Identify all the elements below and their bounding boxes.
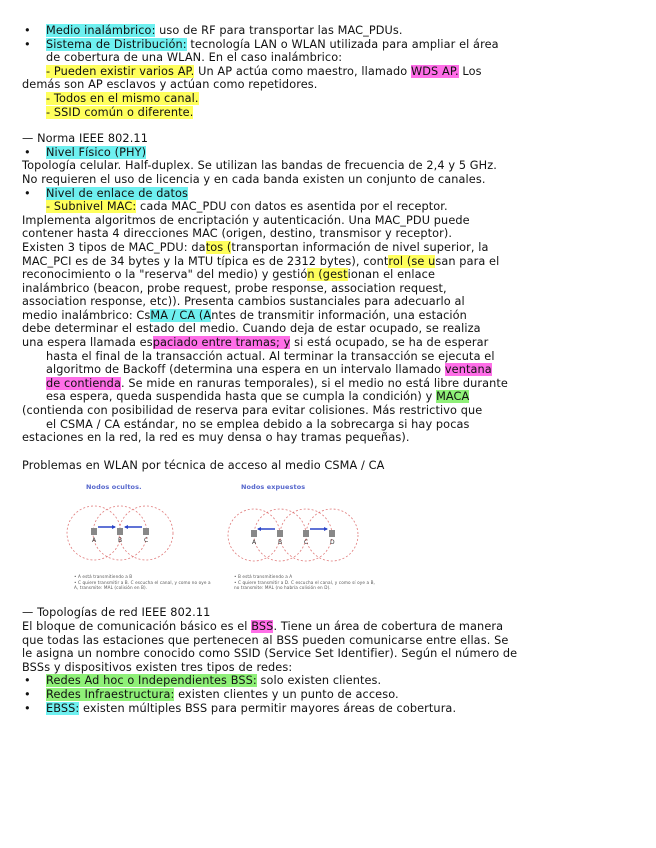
mac-15a: esa espera, queda suspendida hasta que se cumpla la condición) y [46, 390, 437, 404]
hl-espaciado: paciado entre tramas; y [152, 336, 291, 350]
adhoc-text: solo existen clientes. [256, 674, 382, 688]
arrow-head-b [112, 525, 116, 529]
hl-wds-ap: WDS AP. [410, 64, 459, 78]
nodes-diagram [58, 478, 378, 596]
list-item-ebss [22, 702, 648, 716]
arrow-head-b2 [124, 525, 128, 529]
fisico-line-2: No requieren el uso de licencia y en cada banda existen un conjunto de canales. [22, 172, 486, 186]
mac-5b: san para el [435, 254, 500, 268]
hl-bss: BSS [251, 620, 274, 633]
mac-text-1: cada MAC_PDU con datos es asentida por el receptor. [136, 200, 448, 214]
mac-line-9 [22, 309, 648, 323]
mac-6b: ionan el enlace [347, 268, 436, 282]
mac-4a: Existen 3 tipos de MAC_PDU: da [22, 240, 206, 254]
hidden-caption-1: • A está transmitiendo a B [74, 574, 133, 580]
mac-line-18: estaciones en la red, la red es muy densa o hay tramas pequeñas). [22, 431, 410, 445]
node-label-c: C [144, 537, 149, 545]
station-b2-icon [277, 530, 283, 537]
exposed-nodes-diagram [228, 509, 358, 561]
mac-line-2: Implementa algoritmos de encriptación y autenticación. Una MAC_PDU puede [22, 213, 470, 227]
mac-line-11 [22, 336, 648, 350]
mac-line-6 [22, 268, 648, 282]
arrow-head-a [257, 527, 261, 531]
station-b-icon [117, 528, 123, 535]
exposed-nodes-title: Nodos expuestos [241, 483, 306, 492]
hidden-nodes-stations [91, 528, 149, 535]
mac-line-14 [22, 377, 648, 391]
station-d2-icon [329, 530, 335, 537]
hl-contienda: de contienda [46, 376, 121, 390]
mac-line-7: inalámbrico (beacon, probe request, probe response, association request, [22, 281, 447, 295]
wds-line-2: demás son AP esclavos y actúan como repetidores. [22, 78, 318, 92]
wds-line-4 [22, 106, 648, 120]
wds-line-3 [22, 92, 648, 106]
node-label-b2: B [278, 539, 283, 547]
node-label-c2: C [304, 539, 309, 547]
wds-line-1 [22, 65, 648, 79]
infra-text: existen clientes y un punto de acceso. [174, 687, 399, 701]
hidden-caption-3: A, transmite: MAL (colisión en B). [74, 585, 148, 591]
mac-4b: transportan información de nivel superior, la [231, 240, 489, 254]
hl-adhoc: Redes Ad hoc o Independientes BSS: [46, 674, 257, 688]
fisico-line-1: Topología celular. Half-duplex. Se utilizan las bandas de frecuencia de 2,4 y 5 GHz. [22, 159, 497, 173]
mac-line-10: debe determinar el estado del medio. Cuando deja de estar ocupado, se realiza [22, 322, 481, 336]
section-topologias: — Topologías de red IEEE 802.11 [22, 606, 211, 620]
station-a-icon [91, 528, 97, 535]
exposed-caption-2: • C quiere transmitir a D. C escucha el canal, y como sí oye a B, [234, 580, 375, 586]
bullet-enlace [22, 187, 648, 201]
topo-1a: El bloque de comunicación básico es el [22, 620, 252, 633]
topo-line-2: que todas las estaciones que pertenecen al BSS pueden comunicarse entre ellas. Se [22, 633, 509, 647]
topo-line-3: le asigna un nombre conocido como SSID (Service Set Identifier). Según el número de [22, 647, 518, 661]
nodes-figure [58, 478, 648, 596]
hl-ventana: ventana [444, 363, 492, 377]
notes-page [22, 24, 648, 715]
topo-line-1 [22, 620, 648, 634]
hl-ebss: EBSS: [46, 701, 80, 715]
topo-line-4: BSSs y dispositivos existen tres tipos de redes: [22, 660, 293, 674]
node-label-b: B [118, 537, 123, 545]
hl-subnivel-mac: - Subnivel MAC: [46, 200, 137, 214]
hl-infra: Redes Infraestructura: [46, 687, 175, 701]
text-sistema-2: de cobertura de una WLAN. En el caso inalámbrico: [46, 51, 343, 65]
exposed-caption-3: no transmite: MAL (no habría colisión en D). [234, 585, 331, 591]
text-wds-b: Los [458, 64, 482, 78]
section-norma: — Norma IEEE 802.11 [22, 132, 148, 146]
mac-11a: una espera llamada es [22, 336, 153, 350]
hl-gestion: n (gest [307, 268, 348, 282]
mac-line-17: el CSMA / CA estándar, no se emplea debido a la sobrecarga si hay pocas [46, 417, 470, 431]
mac-9a: medio inalámbrico: Cs [22, 308, 151, 322]
mac-line-5 [22, 255, 648, 269]
mac-line-12: hasta el final de la transacción actual. Al terminar la transacción se ejecuta el [46, 349, 495, 363]
mac-line-15 [22, 390, 648, 404]
text-sistema-1: tecnología LAN o WLAN utilizada para ampliar el área [186, 37, 499, 51]
hidden-caption-2: • C quiere transmitir a B. C escucha el canal, y como no oye a [74, 580, 211, 586]
term-sistema: Sistema de Distribución: [46, 37, 187, 51]
term-medio: Medio inalámbrico: [46, 24, 156, 37]
topo-1b: . Tiene un área de cobertura de manera [273, 620, 504, 633]
mac-5a: MAC_PCI es de 34 bytes y la MTU típica es de 2312 bytes), cont [22, 254, 389, 268]
text-medio: uso de RF para transportar las MAC_PDUs. [155, 24, 403, 37]
bullet-fisico [22, 146, 648, 160]
mac-9b: ntes de transmitir información, una estación [211, 308, 467, 322]
node-label-d2: D [330, 539, 335, 547]
mac-11b: si está ocupado, se ha de esperar [290, 336, 489, 350]
term-fisico: Nivel Físico (PHY) [46, 145, 147, 159]
exposed-caption-1: • B está transmitiendo a A [234, 574, 293, 580]
mac-line-4 [22, 241, 648, 255]
hidden-nodes-title: Nodos ocultos. [86, 483, 142, 492]
bullet-medio [22, 24, 648, 38]
hl-datos: tos ( [205, 240, 232, 254]
problemas-title: Problemas en WLAN por técnica de acceso al medio CSMA / CA [22, 458, 385, 472]
hl-varios-ap: - Pueden existir varios AP. [46, 64, 195, 78]
hl-mismo-canal: - Todos en el mismo canal. [46, 91, 199, 105]
mac-6a: reconocimiento o la "reserva" del medio) y gestió [22, 268, 308, 282]
mac-13a: algoritmo de Backoff (determina una espera en un intervalo llamado [46, 363, 445, 377]
station-c-icon [143, 528, 149, 535]
mac-line-13 [22, 363, 648, 377]
node-label-a: A [92, 537, 97, 545]
list-item-adhoc [22, 674, 648, 688]
hl-control: rol (se u [388, 254, 436, 268]
exposed-nodes-stations [251, 530, 335, 537]
station-a2-icon [251, 530, 257, 537]
hl-maca: MACA [436, 390, 470, 404]
list-item-infra [22, 688, 648, 702]
term-enlace: Nivel de enlace de datos [46, 186, 189, 200]
arrow-head-d [324, 527, 328, 531]
text-wds-a: Un AP actúa como maestro, llamado [194, 64, 411, 78]
mac-line-1 [22, 200, 648, 214]
ebss-text: existen múltiples BSS para permitir mayores áreas de cobertura. [79, 701, 457, 715]
bullet-sistema [22, 38, 648, 52]
hl-ssid: - SSID común o diferente. [46, 105, 194, 119]
node-label-a2: A [252, 539, 257, 547]
station-c2-icon [303, 530, 309, 537]
hl-csma-ca: MA / CA (A [150, 308, 212, 322]
mac-line-8: association response, etc)). Presenta cambios sustanciales para adecuarlo al [22, 295, 465, 309]
mac-line-3: contener hasta 4 direcciones MAC (origen, destino, transmisor y receptor). [22, 227, 453, 241]
mac-line-16: (contienda con posibilidad de reserva para evitar colisiones. Más restrictivo que [22, 404, 483, 418]
mac-14b: . Se mide en ranuras temporales), si el medio no está libre durante [120, 376, 508, 390]
